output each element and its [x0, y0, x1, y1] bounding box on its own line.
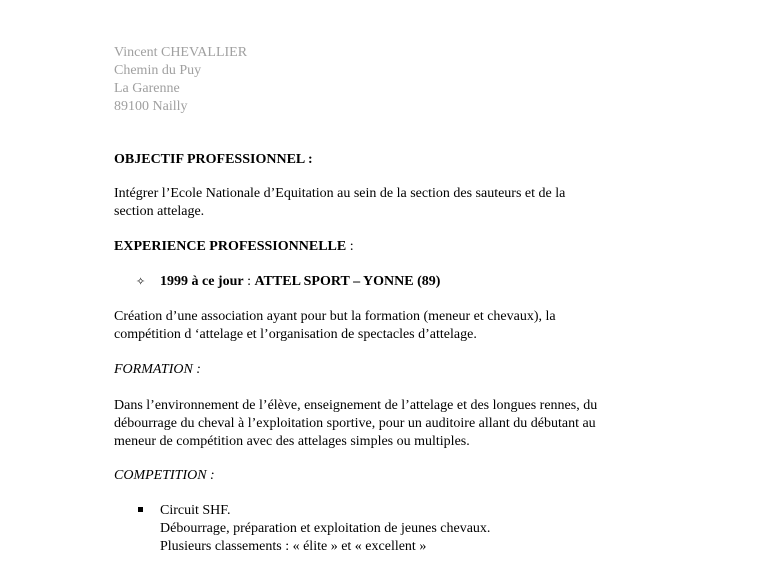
competition-item [136, 502, 230, 520]
experience-item [136, 273, 440, 291]
sender-name: Vincent CHEVALLIER [114, 45, 248, 60]
address-line-1: Chemin du Puy [114, 63, 202, 78]
experience-heading [114, 238, 654, 256]
objectif-line-2: section attelage. [114, 204, 205, 219]
competition-item-line-1: Débourrage, préparation et exploitation de jeunes chevaux. [160, 521, 491, 536]
experience-desc-line-1: Création d’une association ayant pour but la formation (meneur et chevaux), la [114, 309, 556, 324]
experience-description [114, 308, 654, 344]
experience-desc-line-2: compétition d ‘attelage et l’organisation de spectacles d’attelage. [114, 327, 477, 342]
experience-title: EXPERIENCE PROFESSIONNELLE [114, 239, 347, 254]
experience-item-separator: : [243, 274, 255, 289]
formation-line-2: débourrage du cheval à l’exploitation sportive, pour un auditoire allant du débutant au [114, 416, 596, 431]
formation-line-3: meneur de compétition avec des attelages simples ou multiples. [114, 434, 470, 449]
competition-item-line-2: Plusieurs classements : « élite » et « excellent » [160, 539, 427, 554]
address-line-2: La Garenne [114, 81, 180, 96]
address-line-3: 89100 Nailly [114, 99, 188, 114]
formation-text [114, 397, 654, 451]
competition-heading: COMPETITION : [114, 468, 215, 483]
experience-item-date: 1999 à ce jour [160, 274, 244, 289]
competition-item-title: Circuit SHF. [160, 503, 231, 518]
formation-heading: FORMATION : [114, 362, 201, 377]
sender-address [114, 44, 247, 116]
objectif-text [114, 185, 654, 221]
objectif-line-1: Intégrer l’Ecole Nationale d’Equitation au sein de la section des sauteurs et de la [114, 186, 566, 201]
formation-line-1: Dans l’environnement de l’élève, enseignement de l’attelage et des longues rennes, du [114, 398, 598, 413]
diamond-outline-icon: ✧ [136, 275, 146, 288]
objectif-heading: OBJECTIF PROFESSIONNEL : [114, 152, 313, 167]
square-bullet-icon [136, 502, 160, 520]
experience-item-company: ATTEL SPORT – YONNE (89) [254, 274, 441, 289]
experience-title-suffix: : [346, 239, 354, 254]
